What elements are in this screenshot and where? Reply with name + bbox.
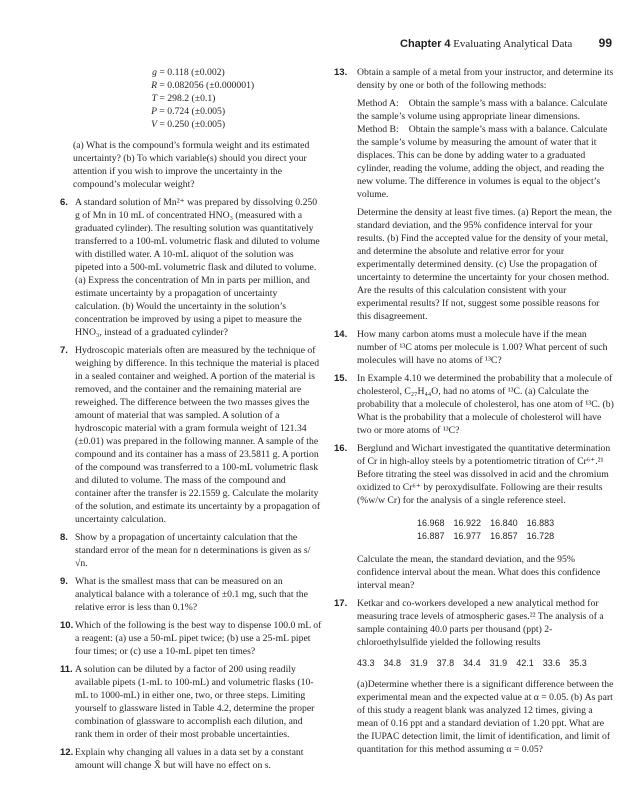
variable-row xyxy=(145,79,322,92)
data-value: 35.3 xyxy=(569,658,587,668)
problem-text: Obtain a sample of a metal from your instructor, and determine its density by one or both of the following methods: xyxy=(357,67,614,91)
data-value: 16.840 xyxy=(490,518,518,528)
variable-row xyxy=(145,66,322,79)
data-row xyxy=(357,530,614,543)
data-value: 34.8 xyxy=(383,658,402,668)
problem-number: 17. xyxy=(334,598,348,609)
problem-number: 13. xyxy=(334,67,348,78)
problem-text: A solution can be diluted by a factor of 200 using readily available pipets (1-mL to 100-mL) and volumetric flasks (10-mL to 1000-mL) in either one, two, or three steps. Limiting yourself to glassware listed in Table 4.2, determine the proper combination of glassware to accomplish each dilution, and rank them in order of their most probable uncertainties. xyxy=(75,664,315,740)
problem-item xyxy=(60,619,322,658)
chapter-heading xyxy=(400,38,572,50)
problem-text: Hydroscopic materials often are measured by the technique of weighing by difference. In this technique the material is placed in a sealed container and weighed. A portion of the material is removed, and the container and the remaining material are reweighed. The difference between the two masses gives the amount of material that was sampled. A solution of a hydroscopic material with a gram formula weight of 121.34 (±0.01) was prepared in the following manner. A sample of the compound and its container has a mass of 23.5811 g. A portion of the compound was transferred to a 100-mL volumetric flask and diluted to volume. The mass of the compound and container after the transfer is 22.1559 g. Calculate the molarity of the solution, and estimate its uncertainty by a propagation of uncertainty calculation. xyxy=(75,345,321,525)
problem-17 xyxy=(334,597,614,756)
problem-text: In Example 4.10 we determined the probability that a molecule of cholesterol, C₂₇H₄₄O, had no atoms of ¹³C. (a) Calculate the probability that a molecule of cholesterol, has one atom of ¹³C. (b) What is the probability that a molecule of cholesterol will have two or more atoms of ¹³C? xyxy=(357,373,614,436)
right-column xyxy=(334,66,614,761)
method-b xyxy=(357,123,614,201)
problem-14 xyxy=(334,328,614,367)
data-value: 43.3 xyxy=(357,658,375,668)
data-value: 31.9 xyxy=(489,658,508,668)
problem-number: 14. xyxy=(334,329,348,340)
problem-text: Which of the following is the best way to dispense 100.0 mL of a reagent: (a) use a 50-mL pipet twice; (b) use a 25-mL pipet four times; or (c) use a 10-mL pipet ten times? xyxy=(75,620,322,657)
problem-number: 11. xyxy=(60,664,73,675)
problem-number: 8. xyxy=(60,532,68,543)
problem-text: How many carbon atoms must a molecule have if the mean number of ¹³C atoms per molecule is 1.00? What percent of such molecules will have no atoms of ¹³C? xyxy=(357,329,608,366)
method-a xyxy=(357,97,614,123)
problem-text: Berglund and Wichart investigated the quantitative determination of Cr in high-alloy steels by a potentiometric titration of Cr⁶⁺.²¹ Before titrating the steel was dissolved in acid and the chromium oxidized to Cr⁶⁺ by peroxydisulfate. Following are their results (%w/w Cr) for the analysis of a single reference steel. xyxy=(357,443,611,506)
data-value: 16.883 xyxy=(526,518,555,528)
problem-number: 7. xyxy=(60,345,68,356)
variable-symbol: T xyxy=(151,93,157,104)
data-value: 16.968 xyxy=(417,518,445,528)
running-header xyxy=(400,36,612,50)
page-number: 99 xyxy=(598,36,612,50)
variable-value: = 0.082056 (±0.000001) xyxy=(159,80,255,91)
variable-value: = 0.250 (±0.005) xyxy=(159,119,226,130)
variable-symbol: g xyxy=(152,67,157,78)
data-value: 16.977 xyxy=(453,531,482,541)
data-value: 34.4 xyxy=(463,658,481,668)
variable-row xyxy=(145,118,322,131)
data-value: 37.8 xyxy=(436,658,455,668)
variable-row xyxy=(145,92,322,105)
method-text: Obtain the sample’s mass with a balance. Calculate the sample’s volume using appropriate linear dimensions. xyxy=(357,98,608,122)
variable-value: = 0.724 (±0.005) xyxy=(159,106,226,117)
problem-item xyxy=(60,344,322,526)
data-value: 16.857 xyxy=(490,531,518,541)
method-text: Obtain the sample’s mass with a balance. Calculate the sample’s volume by measuring the amount of water that it displaces. This can be done by adding water to a graduated cylinder, reading the volume, adding the object, and reading the new volume. The difference in volumes is equal to the object’s volume. xyxy=(357,124,608,200)
data-value: 33.6 xyxy=(542,658,561,668)
chapter-number: 4 xyxy=(444,38,451,50)
variable-symbol: V xyxy=(151,119,157,130)
data-value: 42.1 xyxy=(516,658,534,668)
variable-value: = 298.2 (±0.1) xyxy=(159,93,216,104)
problem-number: 9. xyxy=(60,576,68,587)
data-table xyxy=(357,517,614,543)
problem-item xyxy=(60,531,322,570)
problem-text: A standard solution of Mn²⁺ was prepared by dissolving 0.250 g of Mn in 10 mL of concentrated HNO₃ (measured with a graduated cylinder). The resulting solution was quantitatively transferred to a 100-mL volumetric flask and diluted to volume with distilled water. A 10-mL aliquot of the solution was pipeted into a 500-mL volumetric flask and diluted to volume. (a) Express the concentration of Mn in parts per million, and estimate uncertainty by a propagation of uncertainty calculation. (b) Would the uncertainty in the solution’s concentration be improved by using a pipet to measure the HNO₃, instead of a graduated cylinder? xyxy=(75,197,320,338)
problem-text: Calculate the mean, the standard deviation, and the 95% confidence interval about the mean. What does this confidence interval mean? xyxy=(357,554,601,591)
problem-16 xyxy=(334,442,614,592)
problem-item xyxy=(60,575,322,614)
data-value: 16.887 xyxy=(417,531,445,541)
problem-text: Show by a propagation of uncertainty calculation that the standard error of the mean for n determinations is given as s/√n. xyxy=(75,532,311,569)
chapter-title: Evaluating Analytical Data xyxy=(453,38,573,50)
data-value: 31.9 xyxy=(410,658,428,668)
chapter-label: Chapter xyxy=(400,38,442,50)
variable-symbol: P xyxy=(151,106,157,117)
problem-text: Determine the density at least five times. (a) Report the mean, the standard deviation, and the 95% confidence interval for your results. (b) Find the accepted value for the density of your metal, and determine the absolute and relative error for your experimentally determined density. (c) Use the propagation of uncertainty to determine the uncertainty for your chosen method. Are the results of this calculation consistent with your experimental results? If not, suggest some possible reasons for this disagreement. xyxy=(357,207,612,322)
problem-item xyxy=(60,663,322,741)
problem-number: 16. xyxy=(334,443,348,454)
data-row xyxy=(357,517,614,530)
problem-number: 12. xyxy=(60,747,74,758)
problem-text: (a)Determine whether there is a significant difference between the experimental mean and the expected value at α = 0.05. (b) As part of this study a reagent blank was analyzed 12 times, giving a mean of 0.16 ppt and a standard deviation of 1.20 ppt. What are the IUPAC detection limit, the limit of identification, and limit of quantitation for this method assuming α = 0.05? xyxy=(357,679,614,755)
data-value: 16.922 xyxy=(453,518,482,528)
variable-row xyxy=(145,105,322,118)
problem-number: 10. xyxy=(60,620,74,631)
problem-text: Explain why changing all values in a data set by a constant amount will change X̄ but will have no effect on s. xyxy=(75,747,304,771)
problem-item xyxy=(60,746,322,772)
problem-text: What is the smallest mass that can be measured on an analytical balance with a tolerance of ±0.1 mg, such that the relative error is less than 0.1%? xyxy=(75,576,308,613)
data-row xyxy=(357,657,614,670)
method-label: Method B: xyxy=(357,124,399,135)
data-value: 16.728 xyxy=(526,531,555,541)
method-label: Method A: xyxy=(357,98,399,109)
problem-number: 15. xyxy=(334,373,348,384)
item-5-continuation: (a) What is the compound’s formula weight and its estimated uncertainty? (b) To which variable(s) should you direct your attention if you wish to improve the uncertainty in the compound’s molecular weight? xyxy=(73,140,310,190)
left-column xyxy=(60,66,322,777)
variable-list xyxy=(145,66,322,131)
variable-symbol: R xyxy=(151,80,157,91)
problem-number: 6. xyxy=(60,197,68,208)
problem-15 xyxy=(334,372,614,437)
variable-value: = 0.118 (±0.002) xyxy=(159,67,225,78)
problem-text: Ketkar and co-workers developed a new analytical method for measuring trace levels of atmospheric gases.²² The analysis of a sample containing 40.0 parts per thousand (ppt) 2-chloroethylsulfide yielded the following results xyxy=(357,598,604,648)
problem-item xyxy=(60,196,322,339)
problem-13 xyxy=(334,66,614,323)
